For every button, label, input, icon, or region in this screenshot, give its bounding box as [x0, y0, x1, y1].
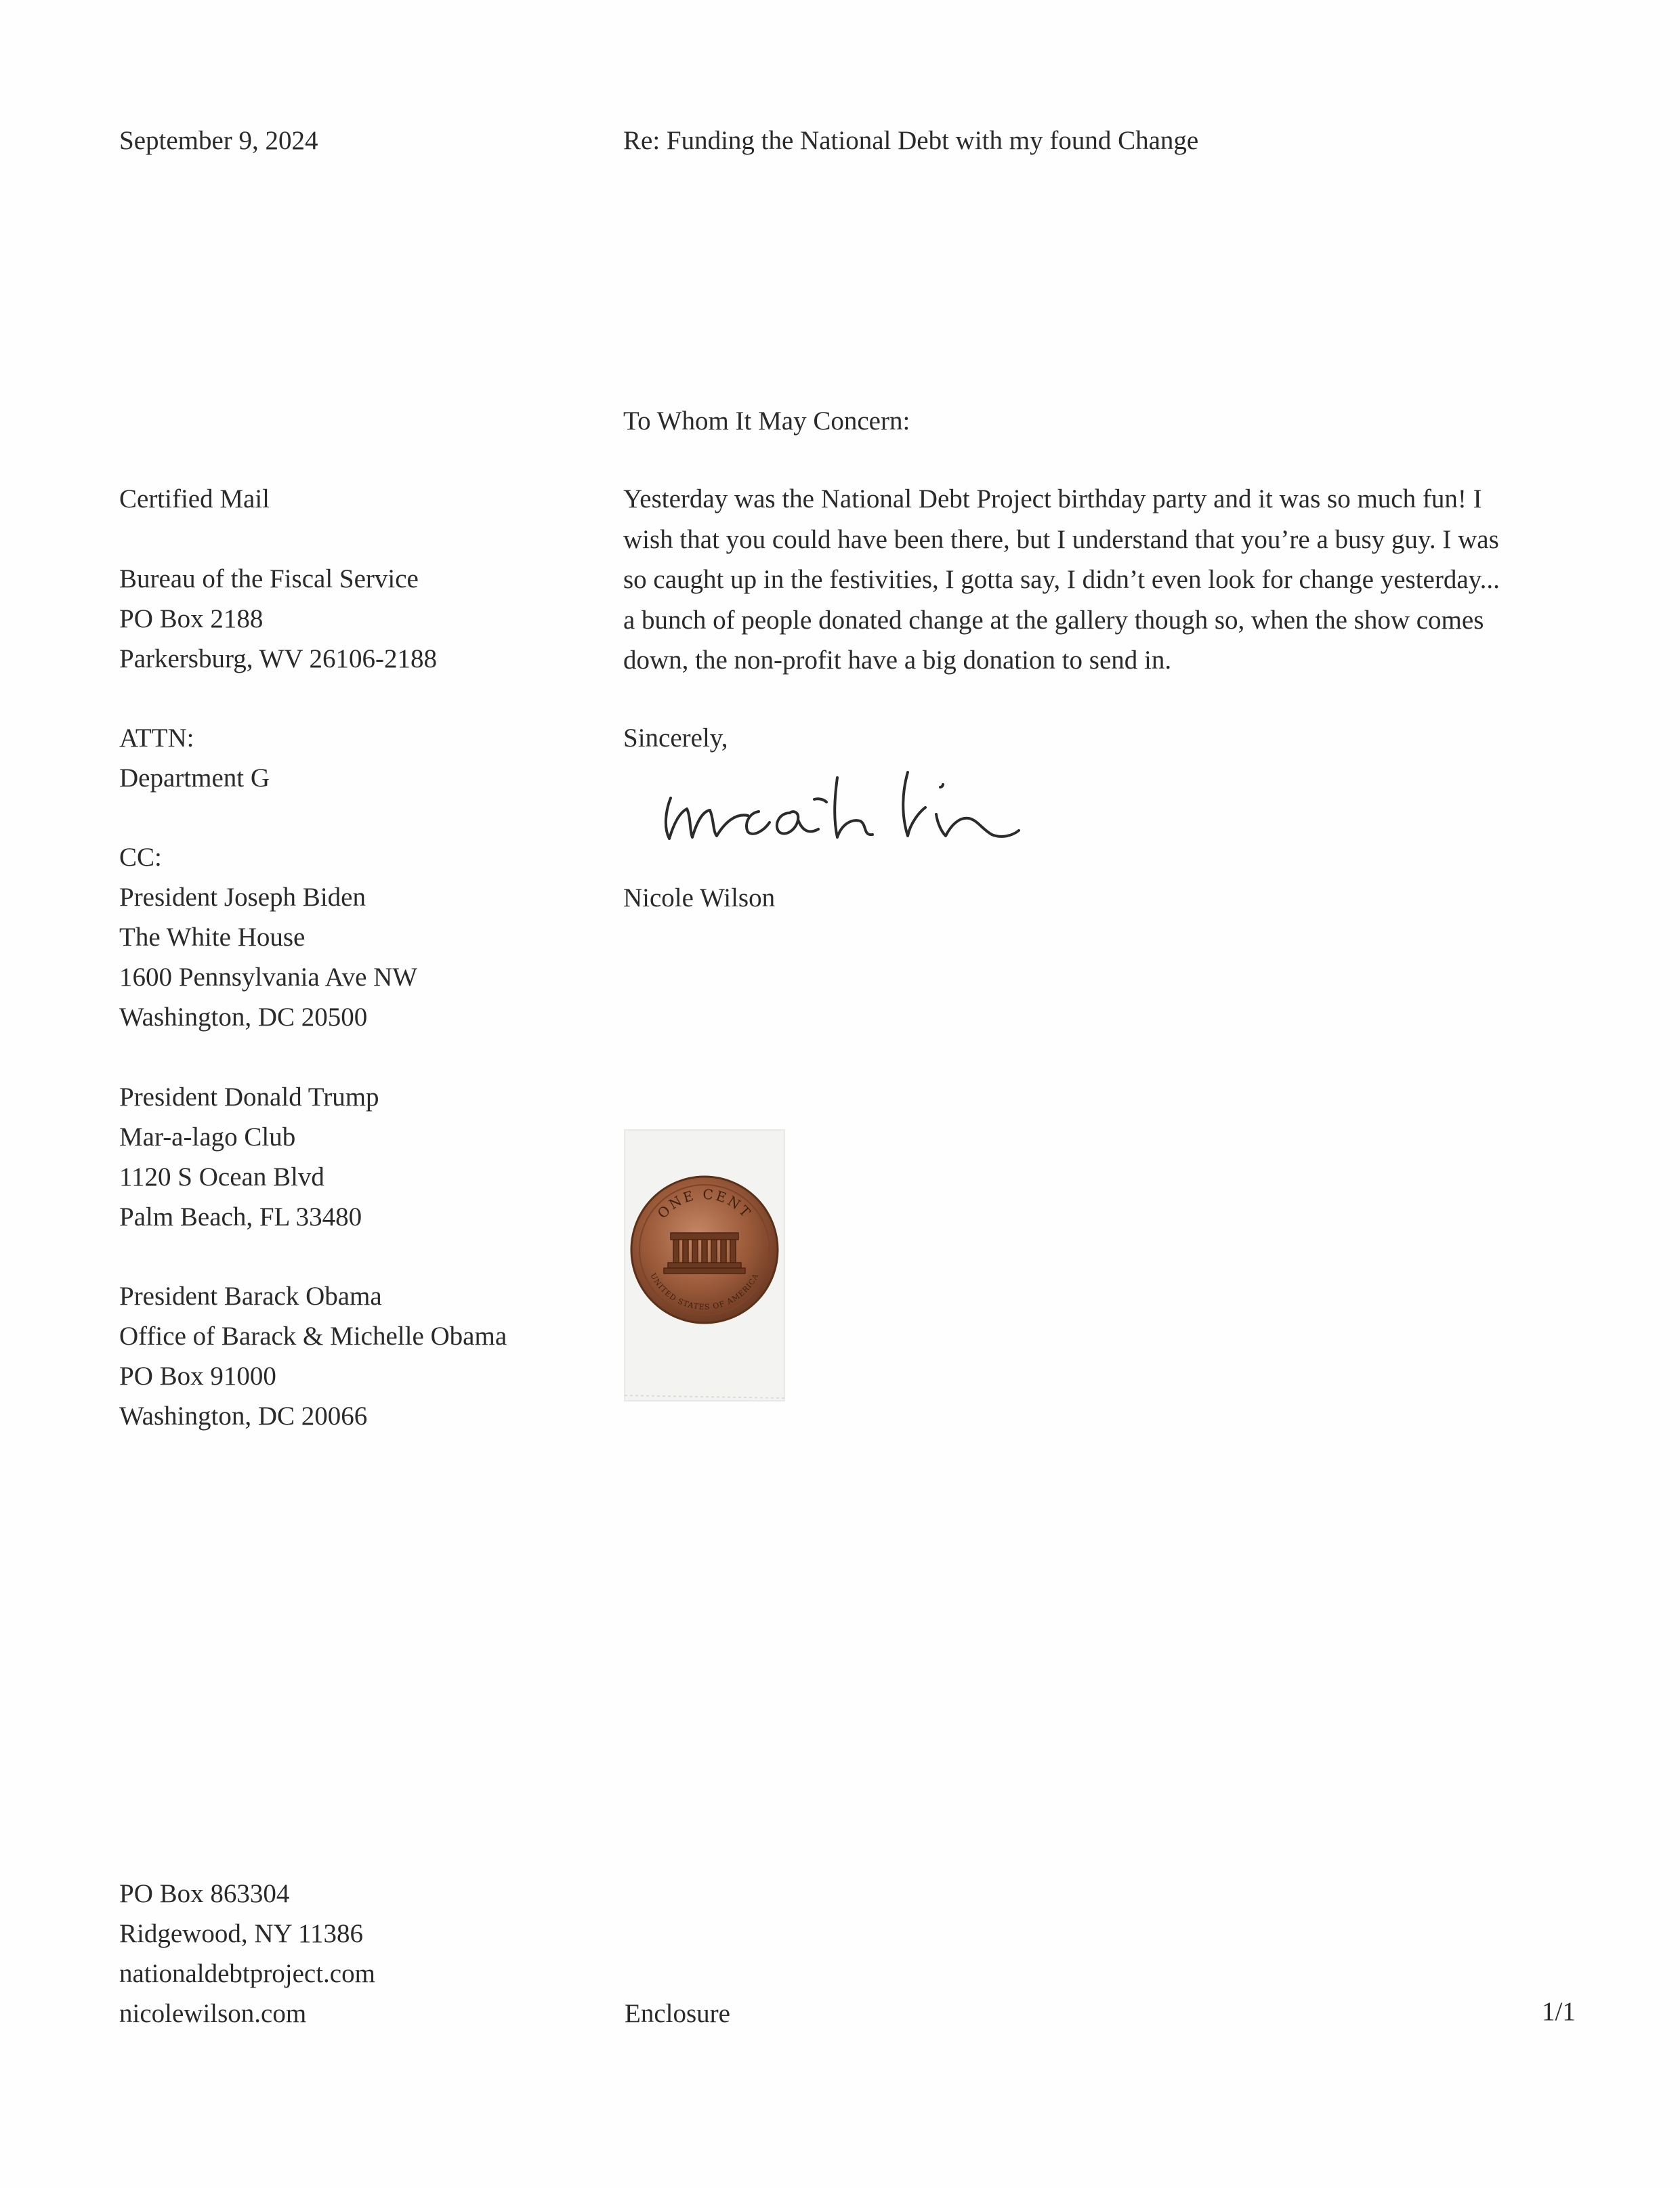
signer-name: Nicole Wilson	[623, 883, 776, 912]
body-line: down, the non-profit have a big donation to send in.	[623, 646, 1172, 675]
sender-line: Ridgewood, NY 11386	[119, 1919, 364, 1948]
cc-line: Office of Barack & Michelle Obama	[119, 1322, 507, 1351]
cc-block	[119, 837, 417, 1037]
cc-line: 1600 Pennsylvania Ave NW	[119, 963, 418, 992]
cc-line: 1120 S Ocean Blvd	[119, 1162, 324, 1192]
cc-line: The White House	[119, 923, 306, 952]
letter-subject: Re: Funding the National Debt with my found Change	[623, 126, 1199, 155]
sender-line: PO Box 863304	[119, 1879, 290, 1908]
cc-line: Washington, DC 20500	[119, 1003, 368, 1032]
attn-label: ATTN:	[119, 723, 194, 753]
cc-line: President Donald Trump	[119, 1082, 379, 1112]
recipient-address	[119, 559, 437, 679]
attn-value: Department G	[119, 763, 270, 793]
coin-inscription-bottom: UNITED STATES OF AMERICA	[648, 1271, 761, 1312]
cc-line: Palm Beach, FL 33480	[119, 1202, 362, 1232]
sender-address	[119, 1874, 375, 2034]
enclosure-note: Enclosure	[625, 1999, 730, 2028]
cc-line: President Barack Obama	[119, 1282, 382, 1311]
body-line: wish that you could have been there, but I understand that you’re a busy guy. I was	[623, 524, 1499, 554]
sender-website-link: nationaldebtproject.com	[119, 1959, 375, 1988]
cc-label: CC:	[119, 843, 162, 872]
closing: Sincerely,	[623, 723, 728, 753]
cc-recipient-trump	[119, 1077, 379, 1237]
address-line: Bureau of the Fiscal Service	[119, 564, 419, 593]
salutation: To Whom It May Concern:	[623, 406, 910, 436]
handwritten-signature	[657, 757, 1023, 859]
cc-line: Mar-a-lago Club	[119, 1122, 296, 1152]
page-number: 1/1	[1542, 1997, 1576, 2026]
coin-inscription-top: ONE CENT	[654, 1185, 755, 1222]
body-line: Yesterday was the National Debt Project birthday party and it was so much fun! I	[623, 484, 1482, 513]
sender-website-link: nicolewilson.com	[119, 1999, 307, 2028]
cc-line: President Joseph Biden	[119, 883, 366, 912]
letter-body	[623, 479, 1578, 681]
cc-line: PO Box 91000	[119, 1362, 276, 1391]
cc-line: Washington, DC 20066	[119, 1402, 368, 1431]
body-line: a bunch of people donated change at the gallery though so, when the show comes	[623, 605, 1484, 635]
letter-date: September 9, 2024	[119, 126, 318, 155]
body-line: so caught up in the festivities, I gotta say, I didn’t even look for change yesterday...	[623, 565, 1500, 594]
address-line: PO Box 2188	[119, 604, 264, 633]
address-line: Parkersburg, WV 26106-2188	[119, 644, 438, 673]
mail-type: Certified Mail	[119, 484, 270, 513]
attn-block	[119, 718, 270, 798]
enclosed-penny	[616, 1124, 793, 1409]
cc-recipient-obama	[119, 1276, 507, 1436]
penny-with-tape	[616, 1124, 793, 1409]
